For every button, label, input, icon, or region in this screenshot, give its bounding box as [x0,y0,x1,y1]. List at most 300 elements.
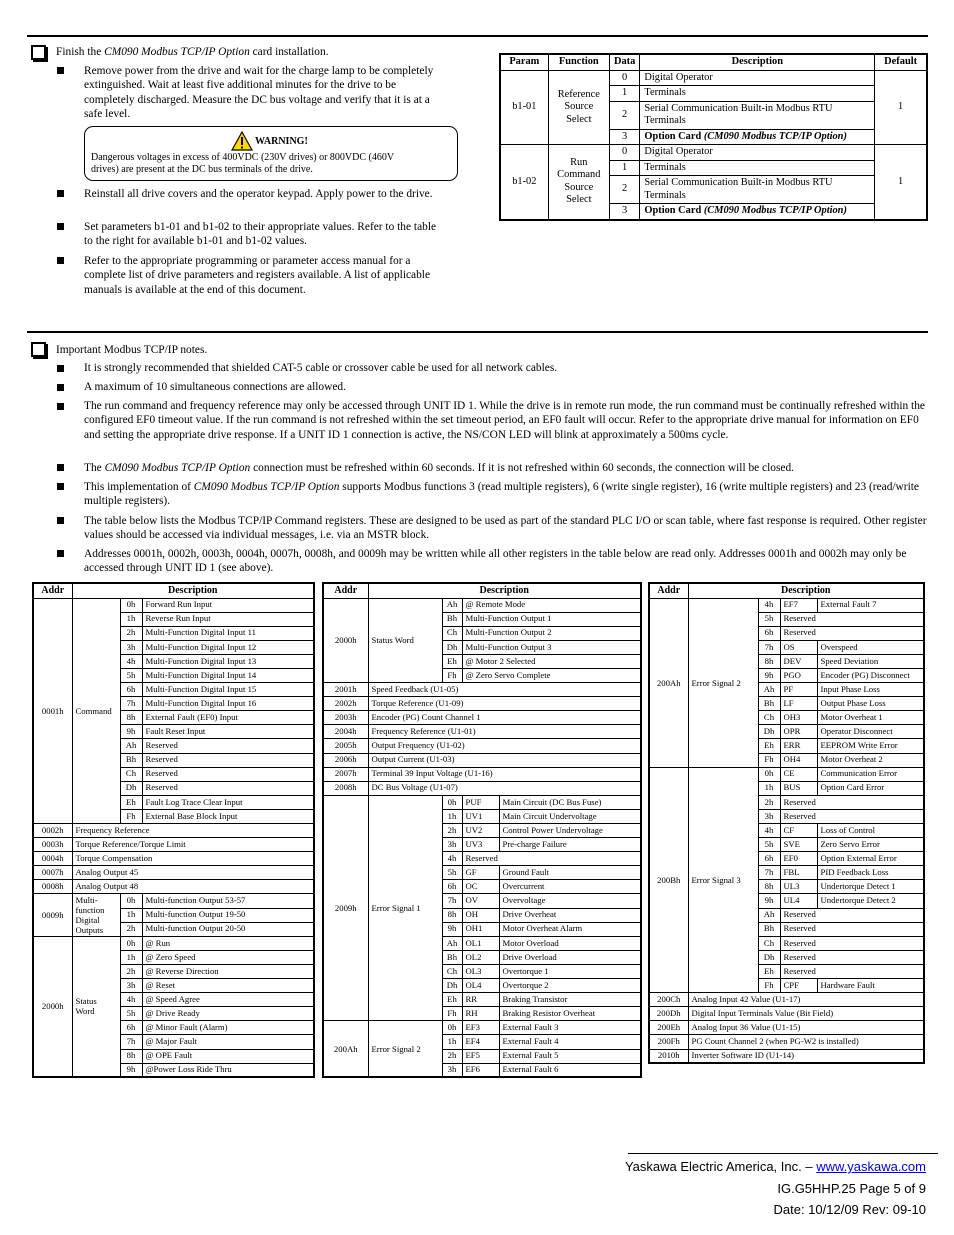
desc-cell: Output Frequency (U1-02) [368,739,641,753]
bit-cell: 2h [120,964,142,978]
desc-cell: Analog Input 36 Value (U1-15) [688,1021,924,1035]
table-row [323,598,641,612]
table-row [500,70,927,86]
warning-box [84,126,458,181]
desc-cell: Undertorque Detect 1 [817,880,924,894]
header-description: Description [640,54,875,70]
bit-cell: 0h [120,894,142,908]
bit-cell: 0h [442,1021,462,1035]
bullet-icon [57,403,64,410]
desc-cell: Terminal 39 Input Voltage (U1-16) [368,767,641,781]
desc-cell: Multi-Function Digital Input 13 [142,654,314,668]
desc-cell: Reserved [780,626,924,640]
desc-cell: Main Circuit (DC Bus Fuse) [499,795,641,809]
bit-cell: 3h [442,838,462,852]
table-header [323,583,641,598]
code-cell: GF [462,866,499,880]
table-row [33,894,314,908]
bit-cell: Bh [758,922,780,936]
data-cell: 2 [609,101,639,129]
addr-cell: 0002h [33,824,72,838]
table-row [33,852,314,866]
section2-bullet-1: It is strongly recommended that shielded CAT-5 cable or crossover cable be used for all network cables. [84,362,558,374]
bit-cell: 1h [120,950,142,964]
code-cell: FBL [780,866,817,880]
addr-cell: 2006h [323,753,368,767]
footer-rule [628,1153,938,1154]
bit-cell: 6h [120,683,142,697]
section1-bullet-2: Reinstall all drive covers and the operator keypad. Apply power to the drive. [84,188,433,200]
bit-cell: 1h [442,809,462,823]
footer-date: Date: 10/12/09 Rev: 09-10 [773,1202,926,1217]
desc-cell: @ Reset [142,979,314,993]
desc-cell: Digital Operator [640,145,875,161]
section1-bullet-1: Remove power from the drive and wait for the charge lamp to be completely extinguished. Wait at least five additional minutes for the drive to be completely discharged. Measure the DC bus voltage and verify that it is at a safe level. [84,65,434,120]
group-label: Status Word [368,598,442,683]
bit-cell: Eh [442,993,462,1007]
table-row [323,711,641,725]
footer-company: Yaskawa Electric America, Inc. – www.yaskawa.com [624,1159,926,1174]
bit-cell: 4h [758,598,780,612]
bit-cell: Bh [758,697,780,711]
desc-cell: External Fault 6 [499,1063,641,1077]
bullet-icon [57,550,64,557]
desc-cell: Overtorque 1 [499,964,641,978]
code-cell: OPR [780,725,817,739]
bit-cell: 0h [758,767,780,781]
desc-cell: Digital Operator [640,70,875,86]
section1-bullet-3: Set parameters b1-01 and b1-02 to their appropriate values. Refer to the table to the right for available b1-01 and b1-02 values. [84,221,437,248]
table-row [33,598,314,612]
table-header [649,583,924,598]
header-data: Data [609,54,639,70]
code-cell: PF [780,683,817,697]
bit-cell: 7h [442,894,462,908]
table-row [649,1021,924,1035]
code-cell: DEV [780,654,817,668]
warning-title: WARNING! [255,136,308,147]
bullet-icon [57,67,64,74]
desc-cell: Reserved [780,936,924,950]
desc-cell: Serial Communication Built-in Modbus RTU Terminals [640,176,875,204]
table-row [649,1035,924,1049]
bit-cell: 8h [120,1049,142,1063]
desc-cell: Braking Resistor Overheat [499,1007,641,1021]
header-addr: Addr [649,583,688,598]
desc-cell: Option Card (CM090 Modbus TCP/IP Option) [640,129,875,145]
group-label: Error Signal 2 [688,598,758,767]
bit-cell: 8h [758,880,780,894]
bit-cell: 3h [442,1063,462,1077]
desc-cell: Communication Error [817,767,924,781]
code-cell: EF0 [780,852,817,866]
desc-cell: @ Reverse Direction [142,964,314,978]
desc-cell: Multi-Function Output 2 [462,626,641,640]
header-function: Function [548,54,609,70]
bit-cell: Ah [442,598,462,612]
table-row [323,781,641,795]
table-row [33,880,314,894]
desc-cell: Control Power Undervoltage [499,824,641,838]
desc-cell: Multi-Function Digital Input 12 [142,640,314,654]
addr-cell: 2008h [323,781,368,795]
param-cell: b1-01 [500,70,548,145]
bit-cell: Fh [442,668,462,682]
bit-cell: Eh [120,795,142,809]
top-rule [27,35,928,37]
bit-cell: 4h [120,993,142,1007]
header-description: Description [72,583,314,598]
desc-cell: Overvoltage [499,894,641,908]
default-cell: 1 [875,70,927,145]
addr-cell: 2004h [323,725,368,739]
desc-cell: @ Major Fault [142,1035,314,1049]
bullet-icon [57,517,64,524]
bit-cell: 6h [120,1021,142,1035]
bit-cell: 2h [120,626,142,640]
bit-cell: Ah [120,739,142,753]
bit-cell: 5h [442,866,462,880]
desc-cell: Main Circuit Undervoltage [499,809,641,823]
bit-cell: 2h [442,824,462,838]
addr-cell: 0008h [33,880,72,894]
register-table-3 [648,582,925,1064]
desc-cell: External Fault (EF0) Input [142,711,314,725]
bit-cell: Fh [758,979,780,993]
data-cell: 2 [609,176,639,204]
bit-cell: 3h [120,640,142,654]
addr-cell: 0009h [33,894,72,936]
desc-cell: Pre-charge Failure [499,838,641,852]
desc-cell: Output Current (U1-03) [368,753,641,767]
middle-rule [27,331,928,333]
code-cell: OL3 [462,964,499,978]
desc-cell: Multi-Function Digital Input 16 [142,697,314,711]
desc-cell: Speed Feedback (U1-05) [368,683,641,697]
bit-cell: 5h [120,668,142,682]
bit-cell: 2h [758,795,780,809]
desc-cell: Terminals [640,86,875,102]
bit-cell: 8h [442,908,462,922]
code-cell: EF5 [462,1049,499,1063]
addr-cell: 2001h [323,683,368,697]
bit-cell: Dh [120,781,142,795]
bullet-icon [57,223,64,230]
desc-cell: Encoder (PG) Disconnect [817,668,924,682]
bit-cell: 8h [758,654,780,668]
desc-cell: Braking Transistor [499,993,641,1007]
desc-cell: @ OPE Fault [142,1049,314,1063]
bit-cell: 3h [120,979,142,993]
table-row [500,145,927,161]
code-cell: UV2 [462,824,499,838]
desc-cell: Torque Reference/Torque Limit [72,838,314,852]
desc-cell: Reserved [780,809,924,823]
bit-cell: 1h [758,781,780,795]
addr-cell: 0003h [33,838,72,852]
table-row [649,993,924,1007]
desc-cell: PID Feedback Loss [817,866,924,880]
desc-cell: Reserved [142,767,314,781]
section2-bullet-7: Addresses 0001h, 0002h, 0003h, 0004h, 0007h, 0008h, and 0009h may be written while all other registers in the table below are read only. Addresses 0001h and 0002h may only be accessed through UNIT ID 1 (see above). [84,548,907,575]
table-row [323,739,641,753]
bit-cell: 5h [120,1007,142,1021]
bullet-icon [57,384,64,391]
checkbox-icon[interactable] [31,45,46,60]
code-cell: OC [462,880,499,894]
bit-cell: 6h [758,626,780,640]
bit-cell: 9h [758,668,780,682]
desc-cell: @ Zero Servo Complete [462,668,641,682]
code-cell: OH3 [780,711,817,725]
group-label: Multi-function Digital Outputs [72,894,120,936]
desc-cell: Drive Overheat [499,908,641,922]
desc-cell: Fault Reset Input [142,725,314,739]
desc-cell: DC Bus Voltage (U1-07) [368,781,641,795]
bit-cell: 8h [120,711,142,725]
desc-cell: EEPROM Write Error [817,739,924,753]
desc-cell: External Fault 3 [499,1021,641,1035]
bit-cell: Dh [758,725,780,739]
bit-cell: 7h [758,866,780,880]
bit-cell: 0h [120,936,142,950]
footer-doc-id: IG.G5HHP.25 Page 5 of 9 [777,1181,926,1196]
bullet-icon [57,483,64,490]
desc-cell: Reserved [142,739,314,753]
bullet-icon [57,190,64,197]
desc-cell: Output Phase Loss [817,697,924,711]
data-cell: 3 [609,129,639,145]
desc-cell: @ Motor 2 Selected [462,654,641,668]
table-row [323,725,641,739]
table-row [33,838,314,852]
desc-cell: Operator Disconnect [817,725,924,739]
desc-cell: Reserved [780,795,924,809]
bit-cell: Bh [442,950,462,964]
bit-cell: Dh [758,950,780,964]
bit-cell: Ch [120,767,142,781]
function-cell: Run Command Source Select [548,145,609,220]
bit-cell: Fh [120,809,142,823]
desc-cell: External Fault 4 [499,1035,641,1049]
bit-cell: Eh [442,654,462,668]
bit-cell: 4h [442,852,462,866]
register-table-2 [322,582,642,1078]
code-cell: CF [780,824,817,838]
code-cell: EF3 [462,1021,499,1035]
desc-cell: Fault Log Trace Clear Input [142,795,314,809]
desc-cell: Multi-Function Digital Input 11 [142,626,314,640]
default-cell: 1 [875,145,927,220]
desc-cell: Motor Overheat 2 [817,753,924,767]
addr-cell: 2009h [323,795,368,1021]
code-cell: SVE [780,838,817,852]
code-cell: UV3 [462,838,499,852]
desc-cell: Motor Overheat Alarm [499,922,641,936]
bullet-icon [57,365,64,372]
bit-cell: Ch [758,936,780,950]
bit-cell: 1h [442,1035,462,1049]
desc-cell: Ground Fault [499,866,641,880]
desc-cell: Multi-Function Output 1 [462,612,641,626]
desc-cell: @ Drive Ready [142,1007,314,1021]
code-cell: OH [462,908,499,922]
param-table-header [500,54,927,70]
desc-cell: @ Remote Mode [462,598,641,612]
addr-cell: 2007h [323,767,368,781]
bullet-icon [57,257,64,264]
desc-cell: Option External Error [817,852,924,866]
addr-cell: 2000h [33,936,72,1077]
desc-cell: Reserved [780,612,924,626]
desc-cell: Forward Run Input [142,598,314,612]
table-row [323,753,641,767]
section2-bullet-3: The run command and frequency reference may only be accessed through UNIT ID 1. While the drive is in remote run mode, the run command must be continually refreshed within the configured EF0 timeout value. If the run command is not refreshed within the set timeout period, an EF0 fault will occur. Refer to the appropriate drive manual for information on EF0 and setting the appropriate drive response. If a UNIT ID 1 connection is active, the NS/CON LED will blink at approximately a 500ms cycle. [84,400,925,441]
function-cell: Reference Source Select [548,70,609,145]
desc-cell: Multi-function Output 53-57 [142,894,314,908]
bit-cell: 6h [758,852,780,866]
code-cell: BUS [780,781,817,795]
bit-cell: 9h [120,725,142,739]
code-cell: OH4 [780,753,817,767]
table-row [323,767,641,781]
code-cell: RR [462,993,499,1007]
bit-cell: 9h [758,894,780,908]
bit-cell: Bh [120,753,142,767]
section2-bullet-2: A maximum of 10 simultaneous connections are allowed. [84,381,346,393]
addr-cell: 200Ah [323,1021,368,1077]
table-row [649,1007,924,1021]
table-row [323,795,641,809]
code-cell: UV1 [462,809,499,823]
desc-cell: Reserved [462,852,641,866]
table-row [323,1021,641,1035]
desc-cell: @Power Loss Ride Thru [142,1063,314,1077]
desc-cell: Reserved [142,753,314,767]
addr-cell: 200Eh [649,1021,688,1035]
addr-cell: 2010h [649,1049,688,1063]
bit-cell: 4h [758,824,780,838]
addr-cell: 200Bh [649,767,688,993]
code-cell: OH1 [462,922,499,936]
desc-cell: Multi-function Output 20-50 [142,922,314,936]
desc-cell: Option Card (CM090 Modbus TCP/IP Option) [640,204,875,220]
param-cell: b1-02 [500,145,548,220]
bit-cell: 3h [758,809,780,823]
desc-cell: @ Zero Speed [142,950,314,964]
desc-cell: External Fault 5 [499,1049,641,1063]
table-row [33,866,314,880]
desc-cell: Motor Overload [499,936,641,950]
header-description: Description [368,583,641,598]
bit-cell: Ah [758,683,780,697]
code-cell: CE [780,767,817,781]
desc-cell: Drive Overload [499,950,641,964]
checkbox-icon[interactable] [31,342,46,357]
addr-cell: 200Fh [649,1035,688,1049]
section1-intro: Finish the CM090 Modbus TCP/IP Option card installation. [56,46,329,58]
register-table-1 [32,582,315,1078]
desc-cell: Analog Output 48 [72,880,314,894]
table-row [323,697,641,711]
addr-cell: 2002h [323,697,368,711]
bit-cell: Bh [442,612,462,626]
addr-cell: 200Dh [649,1007,688,1021]
desc-cell: Reserved [780,908,924,922]
bit-cell: Ch [442,626,462,640]
table-row [649,598,924,612]
desc-cell: Inverter Software ID (U1-14) [688,1049,924,1063]
bit-cell: 5h [758,838,780,852]
desc-cell: Terminals [640,160,875,176]
addr-cell: 200Ah [649,598,688,767]
param-table [499,53,928,221]
section1-bullet-4: Refer to the appropriate programming or parameter access manual for a complete list of drive parameters and registers available. A list of applicable manuals is available at the end of this document. [84,255,431,296]
bit-cell: Eh [758,739,780,753]
code-cell: CPF [780,979,817,993]
bit-cell: 1h [120,612,142,626]
bit-cell: 2h [442,1049,462,1063]
addr-cell: 0007h [33,866,72,880]
addr-cell: 0004h [33,852,72,866]
section2-bullet-6: The table below lists the Modbus TCP/IP Command registers. These are designed to be used as part of the standard PLC I/O or scan table, where fast response is required. Other register values should be accessed via individual messages, i.e. via an MSTR block. [84,515,927,542]
data-cell: 1 [609,86,639,102]
bit-cell: Fh [442,1007,462,1021]
group-label: Error Signal 3 [688,767,758,993]
desc-cell: Undertorque Detect 2 [817,894,924,908]
desc-cell: Multi-function Output 19-50 [142,908,314,922]
code-cell: OL1 [462,936,499,950]
desc-cell: Multi-Function Output 3 [462,640,641,654]
desc-cell: Frequency Reference [72,824,314,838]
group-label: Error Signal 1 [368,795,442,1021]
desc-cell: External Base Block Input [142,809,314,823]
code-cell: EF6 [462,1063,499,1077]
bit-cell: Ch [442,964,462,978]
code-cell: OL2 [462,950,499,964]
header-description: Description [688,583,924,598]
code-cell: PUF [462,795,499,809]
desc-cell: Hardware Fault [817,979,924,993]
bit-cell: Ah [758,908,780,922]
desc-cell: Overtorque 2 [499,979,641,993]
bit-cell: 7h [120,697,142,711]
bit-cell: 7h [758,640,780,654]
desc-cell: Frequency Reference (U1-01) [368,725,641,739]
desc-cell: Input Phase Loss [817,683,924,697]
header-param: Param [500,54,548,70]
bit-cell: 0h [442,795,462,809]
code-cell: ERR [780,739,817,753]
section2-bullet-4: The CM090 Modbus TCP/IP Option connection must be refreshed within 60 seconds. If it is not refreshed within 60 seconds, the connection will be closed. [84,462,795,474]
desc-cell: Analog Input 42 Value (U1-17) [688,993,924,1007]
desc-cell: Multi-Function Digital Input 15 [142,683,314,697]
code-cell: OS [780,640,817,654]
desc-cell: Torque Reference (U1-09) [368,697,641,711]
data-cell: 0 [609,70,639,86]
desc-cell: Reserved [142,781,314,795]
addr-cell: 0001h [33,598,72,824]
desc-cell: Reverse Run Input [142,612,314,626]
bit-cell: 2h [120,922,142,936]
code-cell: UL4 [780,894,817,908]
desc-cell: Analog Output 45 [72,866,314,880]
table-row [649,767,924,781]
bit-cell: Ch [758,711,780,725]
data-cell: 1 [609,160,639,176]
bit-cell: 5h [758,612,780,626]
yaskawa-link[interactable]: www.yaskawa.com [816,1159,926,1174]
